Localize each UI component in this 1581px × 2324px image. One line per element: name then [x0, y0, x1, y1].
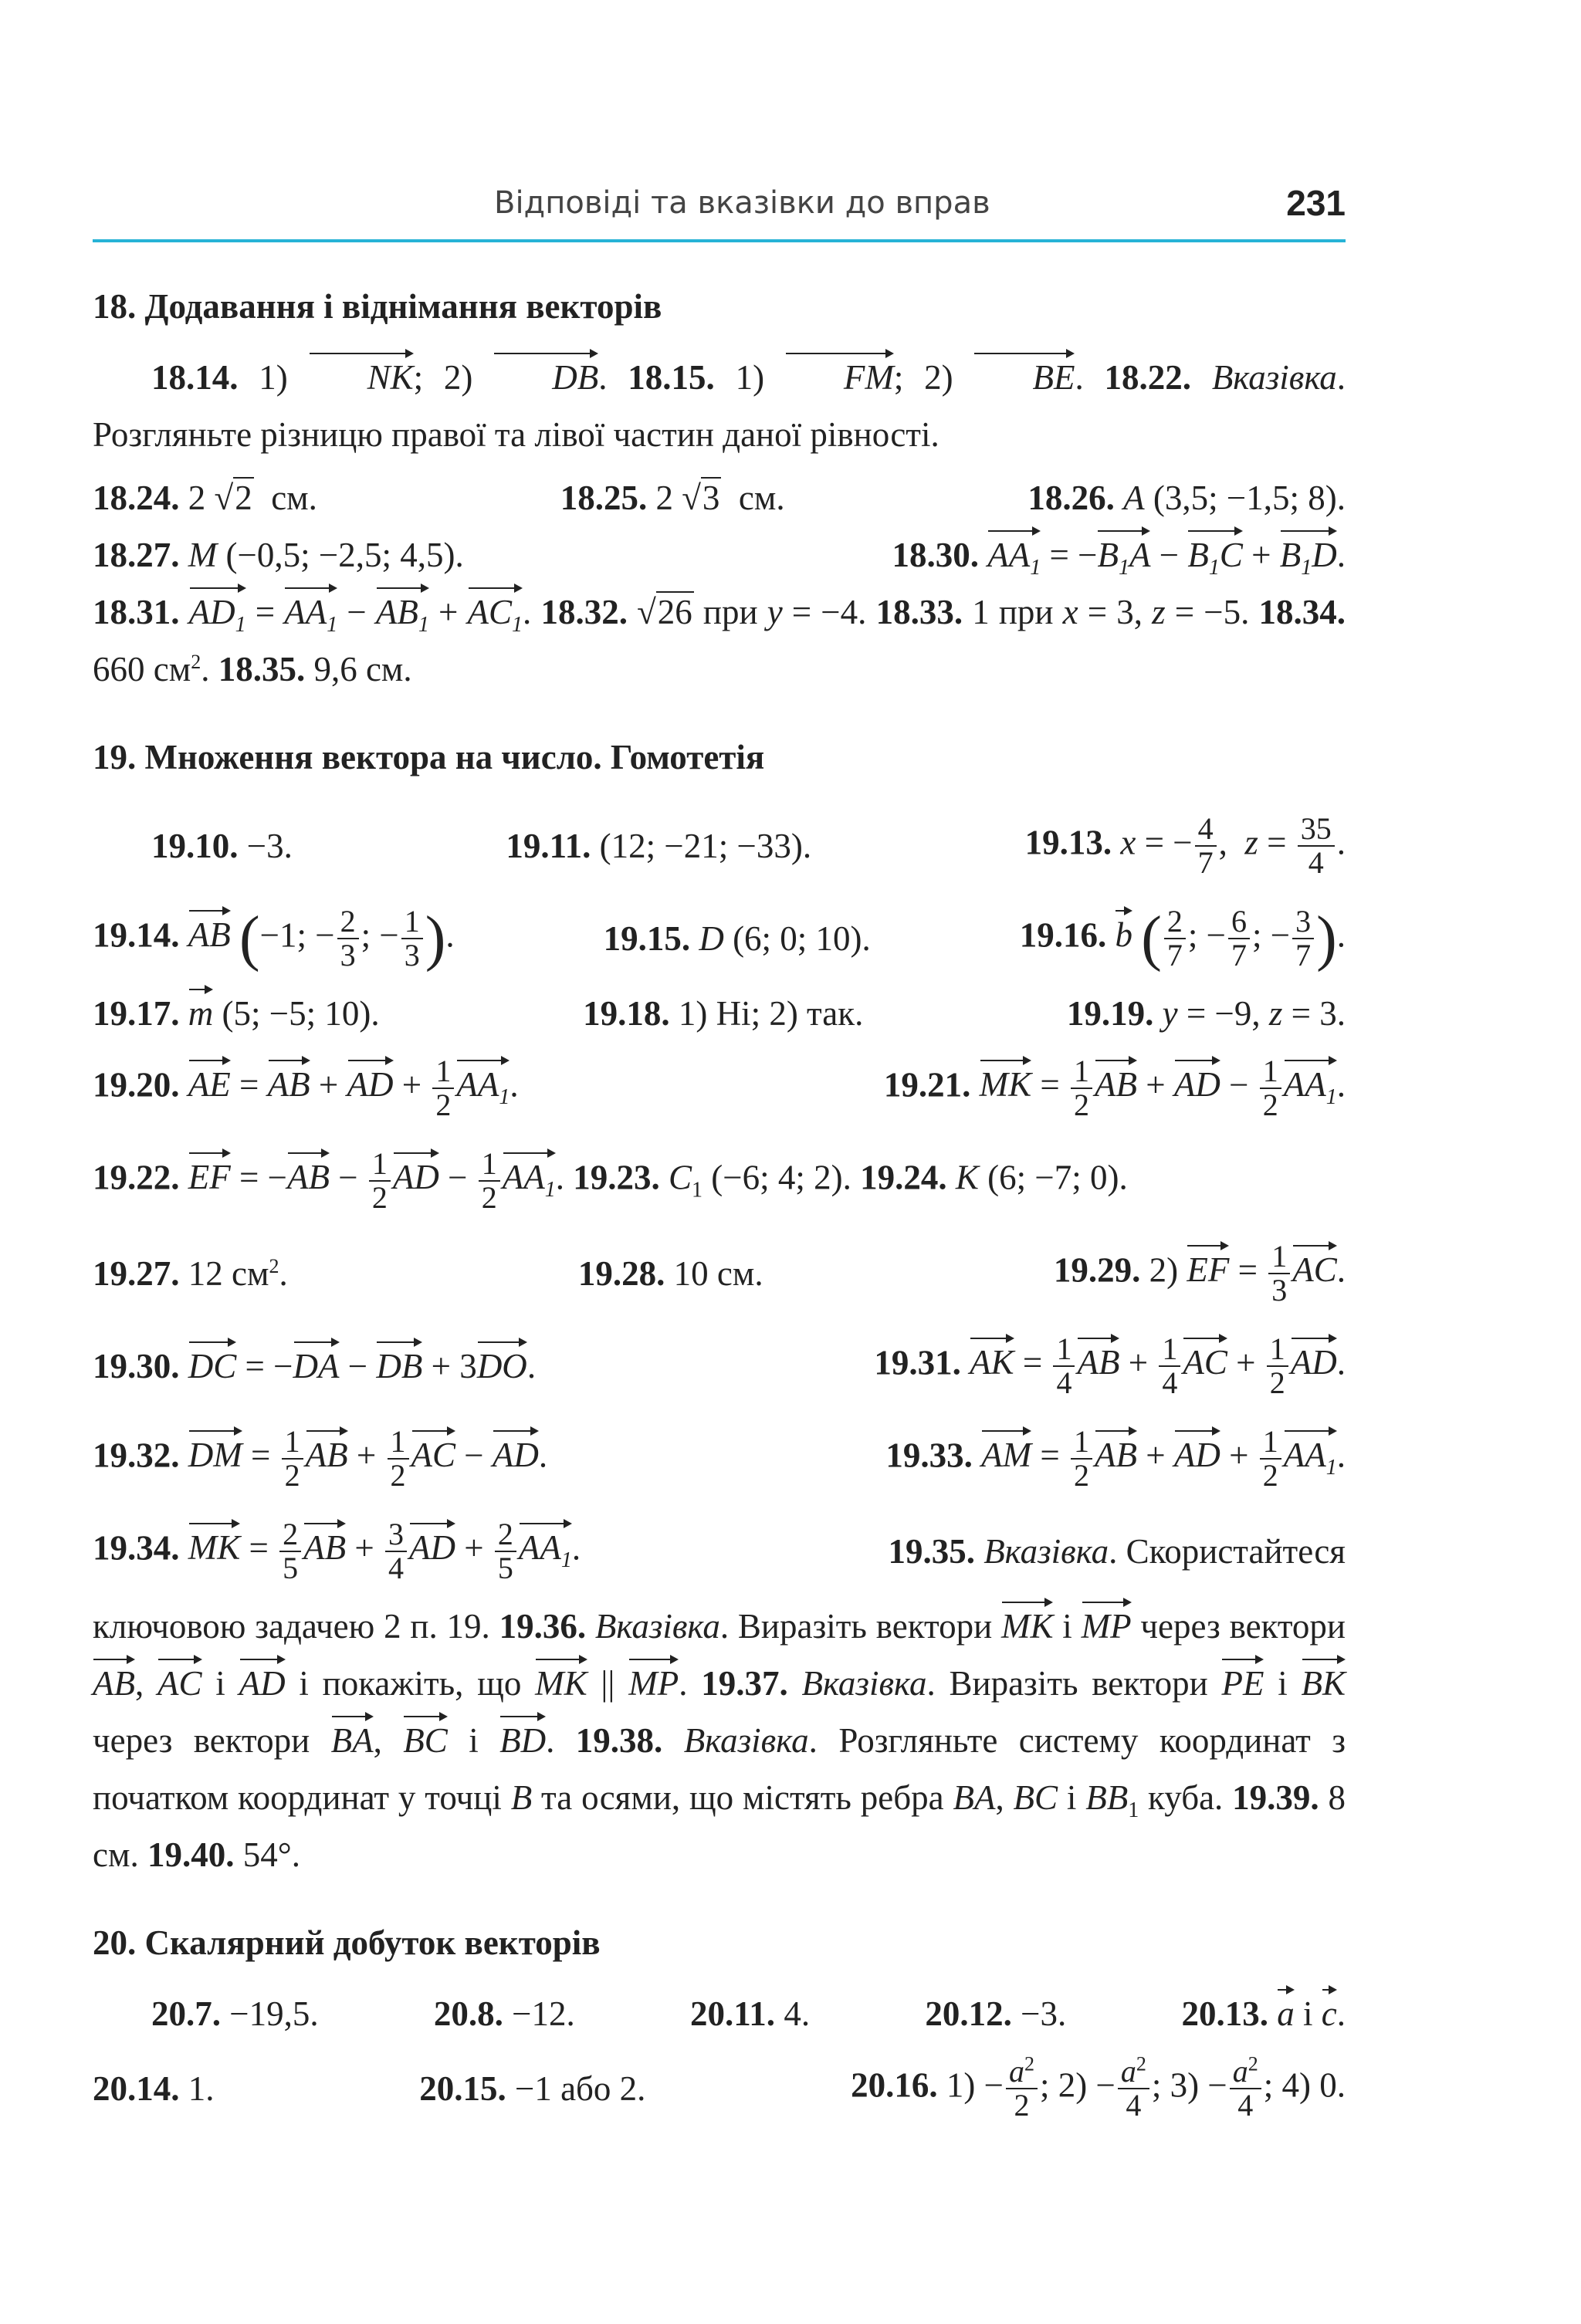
section-title-20: 20. Скалярний добуток векторів	[93, 1923, 601, 1962]
answers-18-row-3: 18.27. M (−0,5; −2,5; 4,5). 18.30. $AA_1 = -B_1A - B_1C + B_1D$.	[93, 526, 1346, 584]
running-header: Відповіді та вказівки до вправ	[494, 185, 990, 221]
answers-content	[93, 278, 1346, 2135]
section-18-answers	[93, 349, 1346, 463]
answers-19-row-5: 19.22. EF = −AB − $\frac{1}{2}$ AD − $\frac{1}{2}$ $AA_1$. 19.23. $C_1$ (−6; 4; 2). 19.24. K (6; −7; 0).	[93, 1146, 1128, 1215]
answers-19-row-4: 19.20. AE = AB + AD + $\frac{1}{2}$ $AA_1$. 19.21. MK = $\frac{1}{2}$ AB + AD − $\frac{1}{2}$ $AA_1$.	[93, 1054, 1346, 1122]
answers-19-row-9: 19.34. MK = $\frac{2}{5}$ AB + $\frac{3}{4}$ AD + $\frac{2}{5}$ $AA_1$. 19.35. Вказівка. Скористайтеся	[93, 1517, 1346, 1585]
answers-18-block-1: 18.14. 1) NK; 2) DB. 18.15. 1) FM; 2) BE. 18.22. Вказівка. Розгляньте різницю правої та лівої частин даної рівності.	[93, 349, 1346, 463]
section-title-19: 19. Множення вектора на число. Гомотетія	[93, 738, 765, 776]
header-rule	[93, 239, 1346, 242]
answers-19-row-1: 19.10. −3. 19.11. (12; −21; −33). 19.13. x = − $\frac{4}{7}$ , z = $\frac{35}{4}$ .	[151, 811, 1346, 880]
section-title-18: 18. Додавання і віднімання векторів	[93, 287, 662, 326]
answers-19-row-3: 19.17. m (5; −5; 10). 19.18. 1) Ні; 2) так. 19.19. y = −9, z = 3.	[93, 985, 1346, 1042]
answers-18-row-2: 18.24. 2 √2 см. 18.25. 2 √3 см. 18.26. A (3,5; −1,5; 8).	[93, 479, 1346, 517]
answers-19-text: ключовою задачею 2 п. 19. 19.36. Вказівка. Виразіть вектори MK і MP через вектори AB, AC і AD і покажіть, що MK || MP. 19.37. Вказівка. Виразіть вектори PE і BK через вектори BA, BC і BD. 19.38. Вказівка. Розгляньте систему координат з початком координат у точці B та осями, що містять ребра BA, BC і $BB_1$ куба. 19.39. 8 см. 19.40. 54°.	[93, 1598, 1346, 1883]
answers-19-row-6: 19.27. 12 $см^2$. 19.28. 10 см. 19.29. 2) EF = $\frac{1}{3}$ AC.	[93, 1239, 1346, 1307]
answers-19-row-2: 19.14. AB (−1; − $\frac{2}{3}$ ; − $\frac{1}{3}$ ). 19.15. D (6; 0; 10). 19.16. b ( $\frac{2}{7}$ ; − $\frac{6}{7}$ ; − $\frac{3}{7}$ ).	[93, 904, 1346, 973]
answers-19-row-8: 19.32. DM = $\frac{1}{2}$ AB + $\frac{1}{2}$ AC − AD. 19.33. AM = $\frac{1}{2}$ AB + AD + $\frac{1}{2}$ $AA_1$.	[93, 1424, 1346, 1493]
answers-19-row-7: 19.30. DC = −DA − DB + 3DO. 19.31. AK = $\frac{1}{4}$ AB + $\frac{1}{4}$ AC + $\frac{1}{2}$ AD.	[93, 1331, 1346, 1400]
answers-18-row-4: 18.31. $AD_1 = AA_1 - AB_1 + AC_1$. 18.32. √26 при y = −4. 18.33. 1 при x = 3, z = −5. 18.34. 660 $см^2$. 18.35. 9,6 см.	[93, 584, 1346, 698]
page-number: 231	[1286, 183, 1346, 223]
answers-20-row-2: 20.14. 1. 20.15. −1 або 2. 20.16. 1) − $\frac{a^2}{2}$ ; 2) − $\frac{a^2}{4}$ ; 3) − $\frac{a^2}{4}$ ; 4) 0.	[93, 2052, 1346, 2123]
answers-20-row-1: 20.7. −19,5. 20.8. −12. 20.11. 4. 20.12. −3. 20.13. a і c.	[93, 1985, 1346, 2042]
